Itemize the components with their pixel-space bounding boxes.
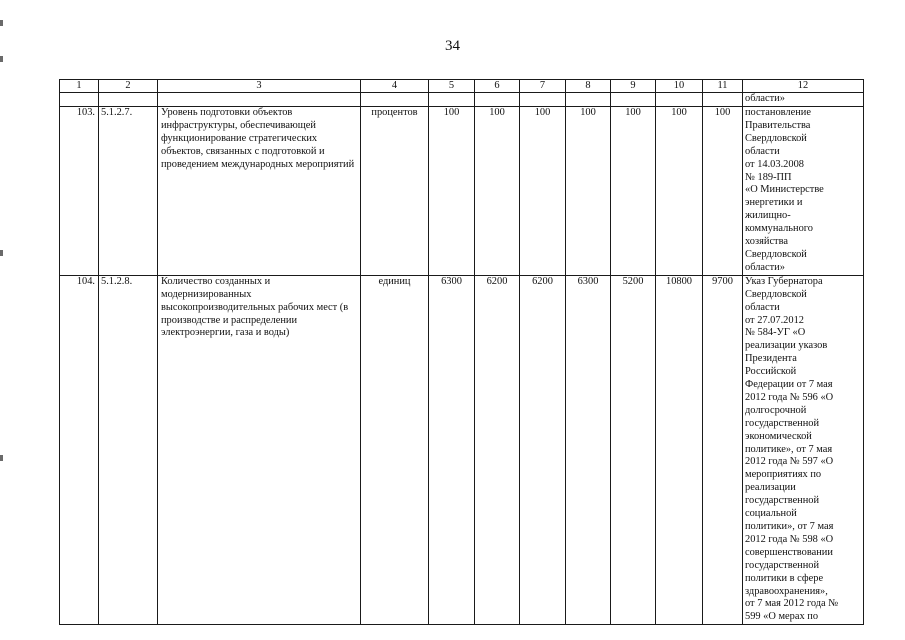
header-cell: 2 bbox=[99, 80, 158, 93]
header-cell: 6 bbox=[475, 80, 520, 93]
header-cell: 11 bbox=[703, 80, 743, 93]
indicator-name-cell: Уровень подготовки объектов инфраструктуры, обеспечивающей функционирование стратегических объектов, связанных с подготовкой и проведением международных мероприятий bbox=[158, 107, 361, 276]
value-cell: 100 bbox=[475, 107, 520, 276]
table-row bbox=[60, 107, 864, 276]
header-cell: 5 bbox=[429, 80, 475, 93]
header-cell: 8 bbox=[566, 80, 611, 93]
empty-cell bbox=[99, 93, 158, 107]
empty-cell bbox=[520, 93, 566, 107]
value-cell: 10800 bbox=[656, 275, 703, 624]
value-cell: 9700 bbox=[703, 275, 743, 624]
row-code-cell: 5.1.2.7. bbox=[99, 107, 158, 276]
row-number-cell: 104. bbox=[60, 275, 99, 624]
value-cell: 6300 bbox=[429, 275, 475, 624]
scan-margin-mark bbox=[0, 250, 3, 256]
value-cell: 100 bbox=[566, 107, 611, 276]
row-code-cell: 5.1.2.8. bbox=[99, 275, 158, 624]
continuation-row bbox=[60, 93, 864, 107]
value-cell: 5200 bbox=[611, 275, 656, 624]
source-document-cell: постановление Правительства Свердловской области от 14.03.2008 № 189-ПП «О Министерстве энергетики и жилищно- коммунального хозяйства Свердловской области» bbox=[743, 107, 864, 276]
page-number: 34 bbox=[445, 38, 460, 54]
header-cell: 4 bbox=[361, 80, 429, 93]
header-cell: 1 bbox=[60, 80, 99, 93]
header-cell: 9 bbox=[611, 80, 656, 93]
empty-cell bbox=[611, 93, 656, 107]
empty-cell bbox=[361, 93, 429, 107]
empty-cell bbox=[566, 93, 611, 107]
value-cell: 6300 bbox=[566, 275, 611, 624]
value-cell: 100 bbox=[429, 107, 475, 276]
empty-cell bbox=[429, 93, 475, 107]
scan-margin-mark bbox=[0, 56, 3, 62]
table-row bbox=[60, 275, 864, 624]
empty-cell bbox=[656, 93, 703, 107]
empty-cell bbox=[475, 93, 520, 107]
value-cell: 100 bbox=[520, 107, 566, 276]
header-cell: 10 bbox=[656, 80, 703, 93]
header-cell: 3 bbox=[158, 80, 361, 93]
unit-cell: единиц bbox=[361, 275, 429, 624]
header-cell: 7 bbox=[520, 80, 566, 93]
indicators-table bbox=[59, 79, 864, 625]
source-document-cell: Указ Губернатора Свердловской области от 27.07.2012 № 584-УГ «О реализации указов Президента Российской Федерации от 7 мая 2012 года № 596 «О долгосрочной государственной экономической политике», от 7 мая 2012 года № 597 «О мероприятиях по реализации государственной социальной политики», от 7 мая 2012 года № 598 «О совершенствовании государственной политики в сфере здравоохранения», от 7 мая 2012 года № 599 «О мерах по bbox=[743, 275, 864, 624]
value-cell: 6200 bbox=[520, 275, 566, 624]
value-cell: 6200 bbox=[475, 275, 520, 624]
empty-cell bbox=[60, 93, 99, 107]
scan-margin-mark bbox=[0, 455, 3, 461]
value-cell: 100 bbox=[703, 107, 743, 276]
value-cell: 100 bbox=[611, 107, 656, 276]
empty-cell bbox=[703, 93, 743, 107]
value-cell: 100 bbox=[656, 107, 703, 276]
scan-margin-mark bbox=[0, 20, 3, 26]
unit-cell: процентов bbox=[361, 107, 429, 276]
empty-cell bbox=[158, 93, 361, 107]
continuation-cell: области» bbox=[743, 93, 864, 107]
indicator-name-cell: Количество созданных и модернизированных высокопроизводительных рабочих мест (в производстве и распределении электроэнергии, газа и воды) bbox=[158, 275, 361, 624]
row-number-cell: 103. bbox=[60, 107, 99, 276]
column-number-header-row bbox=[60, 80, 864, 93]
header-cell: 12 bbox=[743, 80, 864, 93]
